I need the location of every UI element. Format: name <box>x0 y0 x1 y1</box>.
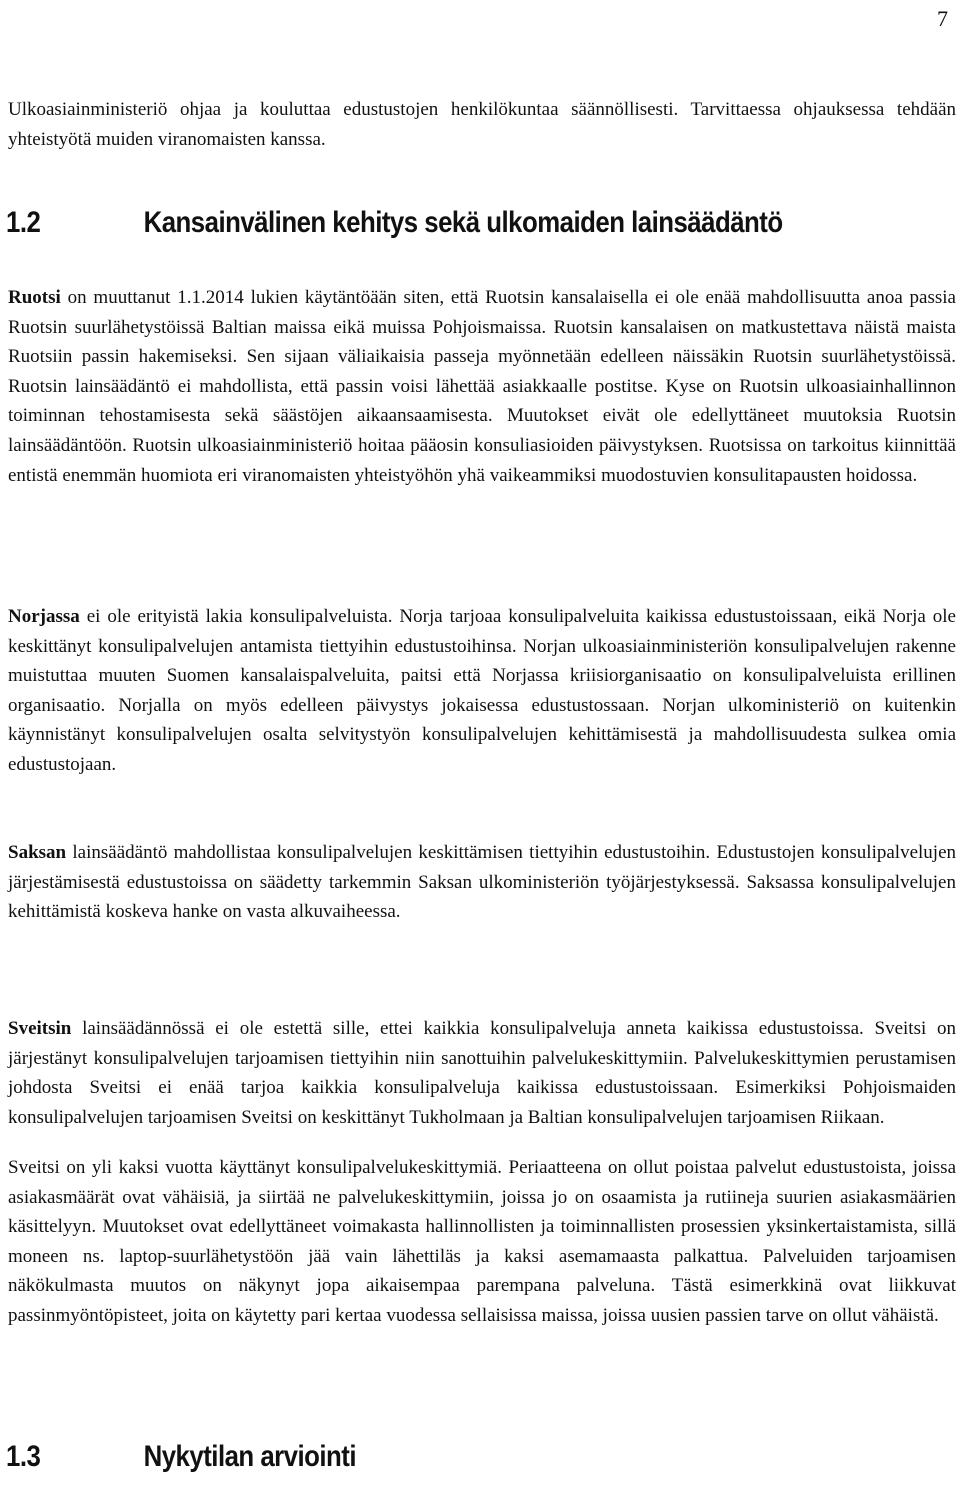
section-heading-1-2 <box>6 206 783 240</box>
section-heading-1-3 <box>6 1440 356 1474</box>
country-lead-sweden: Ruotsi <box>8 287 61 308</box>
section-number: 1.2 <box>6 206 41 239</box>
switzerland-paragraph <box>8 1014 956 1132</box>
country-lead-switzerland: Sveitsin <box>8 1018 72 1039</box>
country-lead-germany: Saksan <box>8 842 67 863</box>
sweden-text: on muuttanut 1.1.2014 lukien käytäntöään siten, että Ruotsin kansalaisella ei ole enää mahdollisuutta anoa passia Ruotsin suurlähetystöissä Baltian maissa eikä muissa Pohjoismaissa. Ruotsin kansalaisen on matkustettava näistä maista Ruotsiin passin hakemiseksi. Sen sijaan väliaikaisia passeja myönnetään edelleen näissäkin Ruotsin suurlähetystöissä. Ruotsin lainsäädäntö ei mahdollista, että passin voisi lähettää asiakkaalle postitse. Kyse on Ruotsin ulkoasiainhallinnon toiminnan tehostamisesta sekä säästöjen aikaansaamisesta. Muutokset eivät ole edellyttäneet muutoksia Ruotsin lainsäädäntöön. Ruotsin ulkoasiainministeriö hoitaa pääosin konsuliasioiden päivystyksen. Ruotsissa on tarkoitus kiinnittää entistä enemmän huomiota eri viranomaisten yhteistyöhön yhä vaikeammiksi muodostuvien konsulitapausten hoidossa. <box>8 287 956 486</box>
norway-text: ei ole erityistä lakia konsulipalveluista. Norja tarjoaa konsulipalveluita kaikissa edustustoissaan, eikä Norja ole keskittänyt konsulipalvelujen antamista tiettyihin edustustoihinsa. Norjan ulkoasiainministeriön konsulipalvelujen rakenne muistuttaa muuten Suomen kansalaispalveluita, paitsi että Norjassa kriisiorganisaatio on konsulipalveluista erillinen organisaatio. Norjalla on myös edelleen päivystys jokaisessa edustustossaan. Norjan ulkoministeriö on kuitenkin käynnistänyt konsulipalvelujen osalta selvitystyön konsulipalvelujen kehittämisestä ja mahdollisuudesta sulkea omia edustustojaan. <box>8 606 956 775</box>
page-number: 7 <box>937 6 948 31</box>
sweden-paragraph <box>8 283 956 490</box>
intro-paragraph: Ulkoasiainministeriö ohjaa ja kouluttaa edustustojen henkilökuntaa säännöllisesti. Tarvittaessa ohjauksessa tehdään yhteistyötä muiden viranomaisten kanssa. <box>8 99 956 150</box>
section-title: Kansainvälinen kehitys sekä ulkomaiden lainsäädäntö <box>143 206 783 239</box>
section-title: Nykytilan arviointi <box>143 1440 357 1473</box>
germany-text: lainsäädäntö mahdollistaa konsulipalvelujen keskittämisen tiettyihin edustustoihin. Edustustojen konsulipalvelujen järjestämisestä edustustoissa on säädetty tarkemmin Saksan ulkoministeriön työjärjestyksessä. Saksassa konsulipalvelujen kehittämistä koskeva hanke on vasta alkuvaiheessa. <box>8 842 956 923</box>
germany-paragraph <box>8 838 956 927</box>
switzerland-paragraph-2: Sveitsi on yli kaksi vuotta käyttänyt konsulipalvelukeskittymiä. Periaatteena on ollut poistaa palvelut edustustoista, joissa asiakasmäärät ovat vähäisiä, ja siirtää ne palvelukeskittymiin, joissa jo on osaamista ja rutiineja suurien asiakasmäärien käsittelyyn. Muutokset ovat edellyttäneet voimakasta hallinnollisten ja toiminnallisten prosessien yksinkertaistamista, sillä moneen ns. laptop-suurlähetystöön jää vain lähettiläs ja kaksi asemamaasta palkattua. Palveluiden tarjoamisen näkökulmasta muutos on näkynyt jopa aikaisempaa parempana palveluna. Tästä esimerkkinä ovat liikkuvat passinmyöntöpisteet, joita on käytetty pari kertaa vuodessa sellaisissa maissa, joissa uusien passien tarve on ollut vähäistä. <box>8 1157 956 1326</box>
country-lead-norway: Norjassa <box>8 606 80 627</box>
norway-paragraph <box>8 602 956 780</box>
section-number: 1.3 <box>6 1440 41 1473</box>
switzerland-text: lainsäädännössä ei ole estettä sille, ettei kaikkia konsulipalveluja anneta kaikissa edustustoissa. Sveitsi on järjestänyt konsulipalvelujen tarjoamisen tiettyihin niin sanottuihin palvelukeskittymiin. Palvelukeskittymien perustamisen johdosta Sveitsi ei enää tarjoa kaikkia konsulipalveluja kaikissa edustustoissaan. Esimerkiksi Pohjoismaiden konsulipalvelujen tarjoamisen Sveitsi on keskittänyt Tukholmaan ja Baltian konsulipalvelujen tarjoamisen Riikaan. <box>8 1018 956 1128</box>
